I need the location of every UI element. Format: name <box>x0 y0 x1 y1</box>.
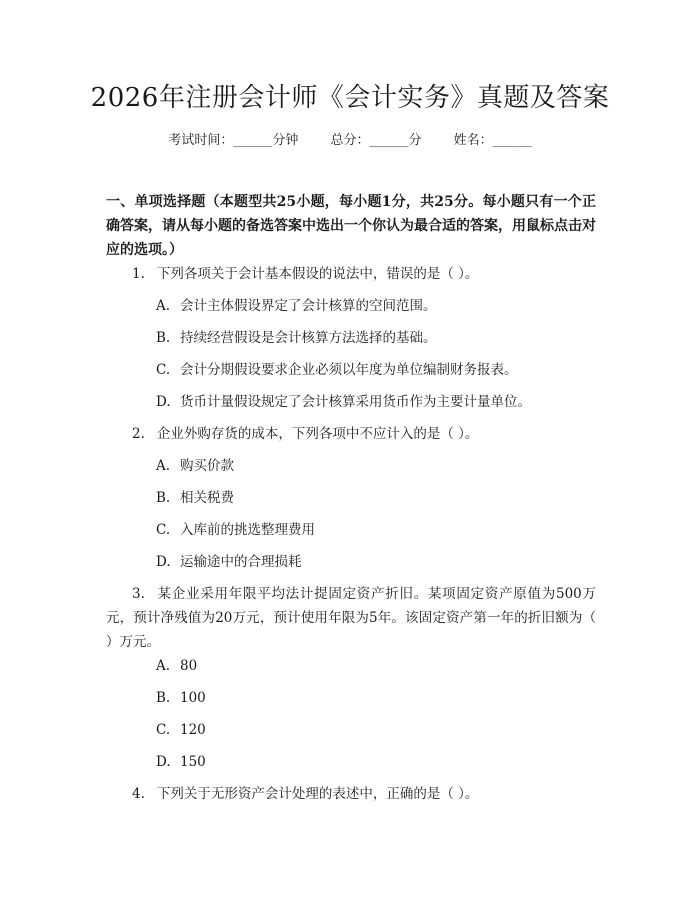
question-stem: 企业外购存货的成本，下列各项中不应计入的是（ ）。 <box>156 426 479 442</box>
option-text: 货币计量假设规定了会计核算采用货币作为主要计量单位。 <box>180 394 531 410</box>
option-letter: A. <box>156 298 171 314</box>
exam-time-field: 考试时间：______分钟 <box>168 133 299 148</box>
question-4 <box>106 782 596 806</box>
option-text: 入库前的挑选整理费用 <box>180 522 315 538</box>
question-number: 3. <box>132 586 145 602</box>
question-number: 1. <box>132 266 145 282</box>
option-1c[interactable] <box>156 358 518 382</box>
option-3d[interactable] <box>156 750 206 774</box>
option-2a[interactable] <box>156 454 234 478</box>
option-text: 80 <box>180 658 198 674</box>
option-2d[interactable] <box>156 550 302 574</box>
option-letter: B. <box>156 690 171 706</box>
option-1d[interactable] <box>156 390 531 414</box>
option-text: 购买价款 <box>180 458 234 474</box>
name-field: 姓名：______ <box>453 133 532 148</box>
option-2c[interactable] <box>156 518 315 542</box>
page-title: 2026年注册会计师《会计实务》真题及答案 <box>90 83 610 113</box>
option-letter: D. <box>156 554 171 570</box>
question-stem: 下列关于无形资产会计处理的表述中，正确的是（ ）。 <box>156 786 479 802</box>
option-text: 120 <box>180 722 206 738</box>
option-3c[interactable] <box>156 718 206 742</box>
option-letter: A. <box>156 458 171 474</box>
option-text: 会计主体假设界定了会计核算的空间范围。 <box>180 298 437 314</box>
option-letter: C. <box>156 522 171 538</box>
option-text: 相关税费 <box>180 490 234 506</box>
option-text: 100 <box>180 690 206 706</box>
option-letter: B. <box>156 330 171 346</box>
option-text: 持续经营假设是会计核算方法选择的基础。 <box>180 330 437 346</box>
option-1b[interactable] <box>156 326 437 350</box>
question-3 <box>106 582 596 654</box>
option-1a[interactable] <box>156 294 437 318</box>
total-score-field: 总分：______分 <box>330 133 422 148</box>
option-3b[interactable] <box>156 686 206 710</box>
option-letter: D. <box>156 754 171 770</box>
option-2b[interactable] <box>156 486 234 510</box>
option-letter: B. <box>156 490 171 506</box>
option-text: 运输途中的合理损耗 <box>180 554 302 570</box>
exam-info <box>0 131 700 151</box>
option-letter: C. <box>156 722 171 738</box>
question-number: 2. <box>132 426 145 442</box>
option-letter: C. <box>156 362 171 378</box>
question-number: 4. <box>132 786 145 802</box>
question-1 <box>106 262 596 286</box>
question-stem: 某企业采用年限平均法计提固定资产折旧。某项固定资产原值为500万元，预计净残值为20万元，预计使用年限为5年。该固定资产第一年的折旧额为（ ）万元。 <box>106 586 596 650</box>
option-text: 150 <box>180 754 206 770</box>
section-heading: 一、单项选择题（本题型共25小题，每小题1分，共25分。每小题只有一个正确答案，请从每小题的备选答案中选出一个你认为最合适的答案，用鼠标点击对应的选项。） <box>106 194 596 258</box>
question-2 <box>106 422 596 446</box>
option-3a[interactable] <box>156 654 197 678</box>
option-text: 会计分期假设要求企业必须以年度为单位编制财务报表。 <box>180 362 518 378</box>
question-stem: 下列各项关于会计基本假设的说法中，错误的是（ ）。 <box>156 266 479 282</box>
option-letter: A. <box>156 658 171 674</box>
option-letter: D. <box>156 394 171 410</box>
